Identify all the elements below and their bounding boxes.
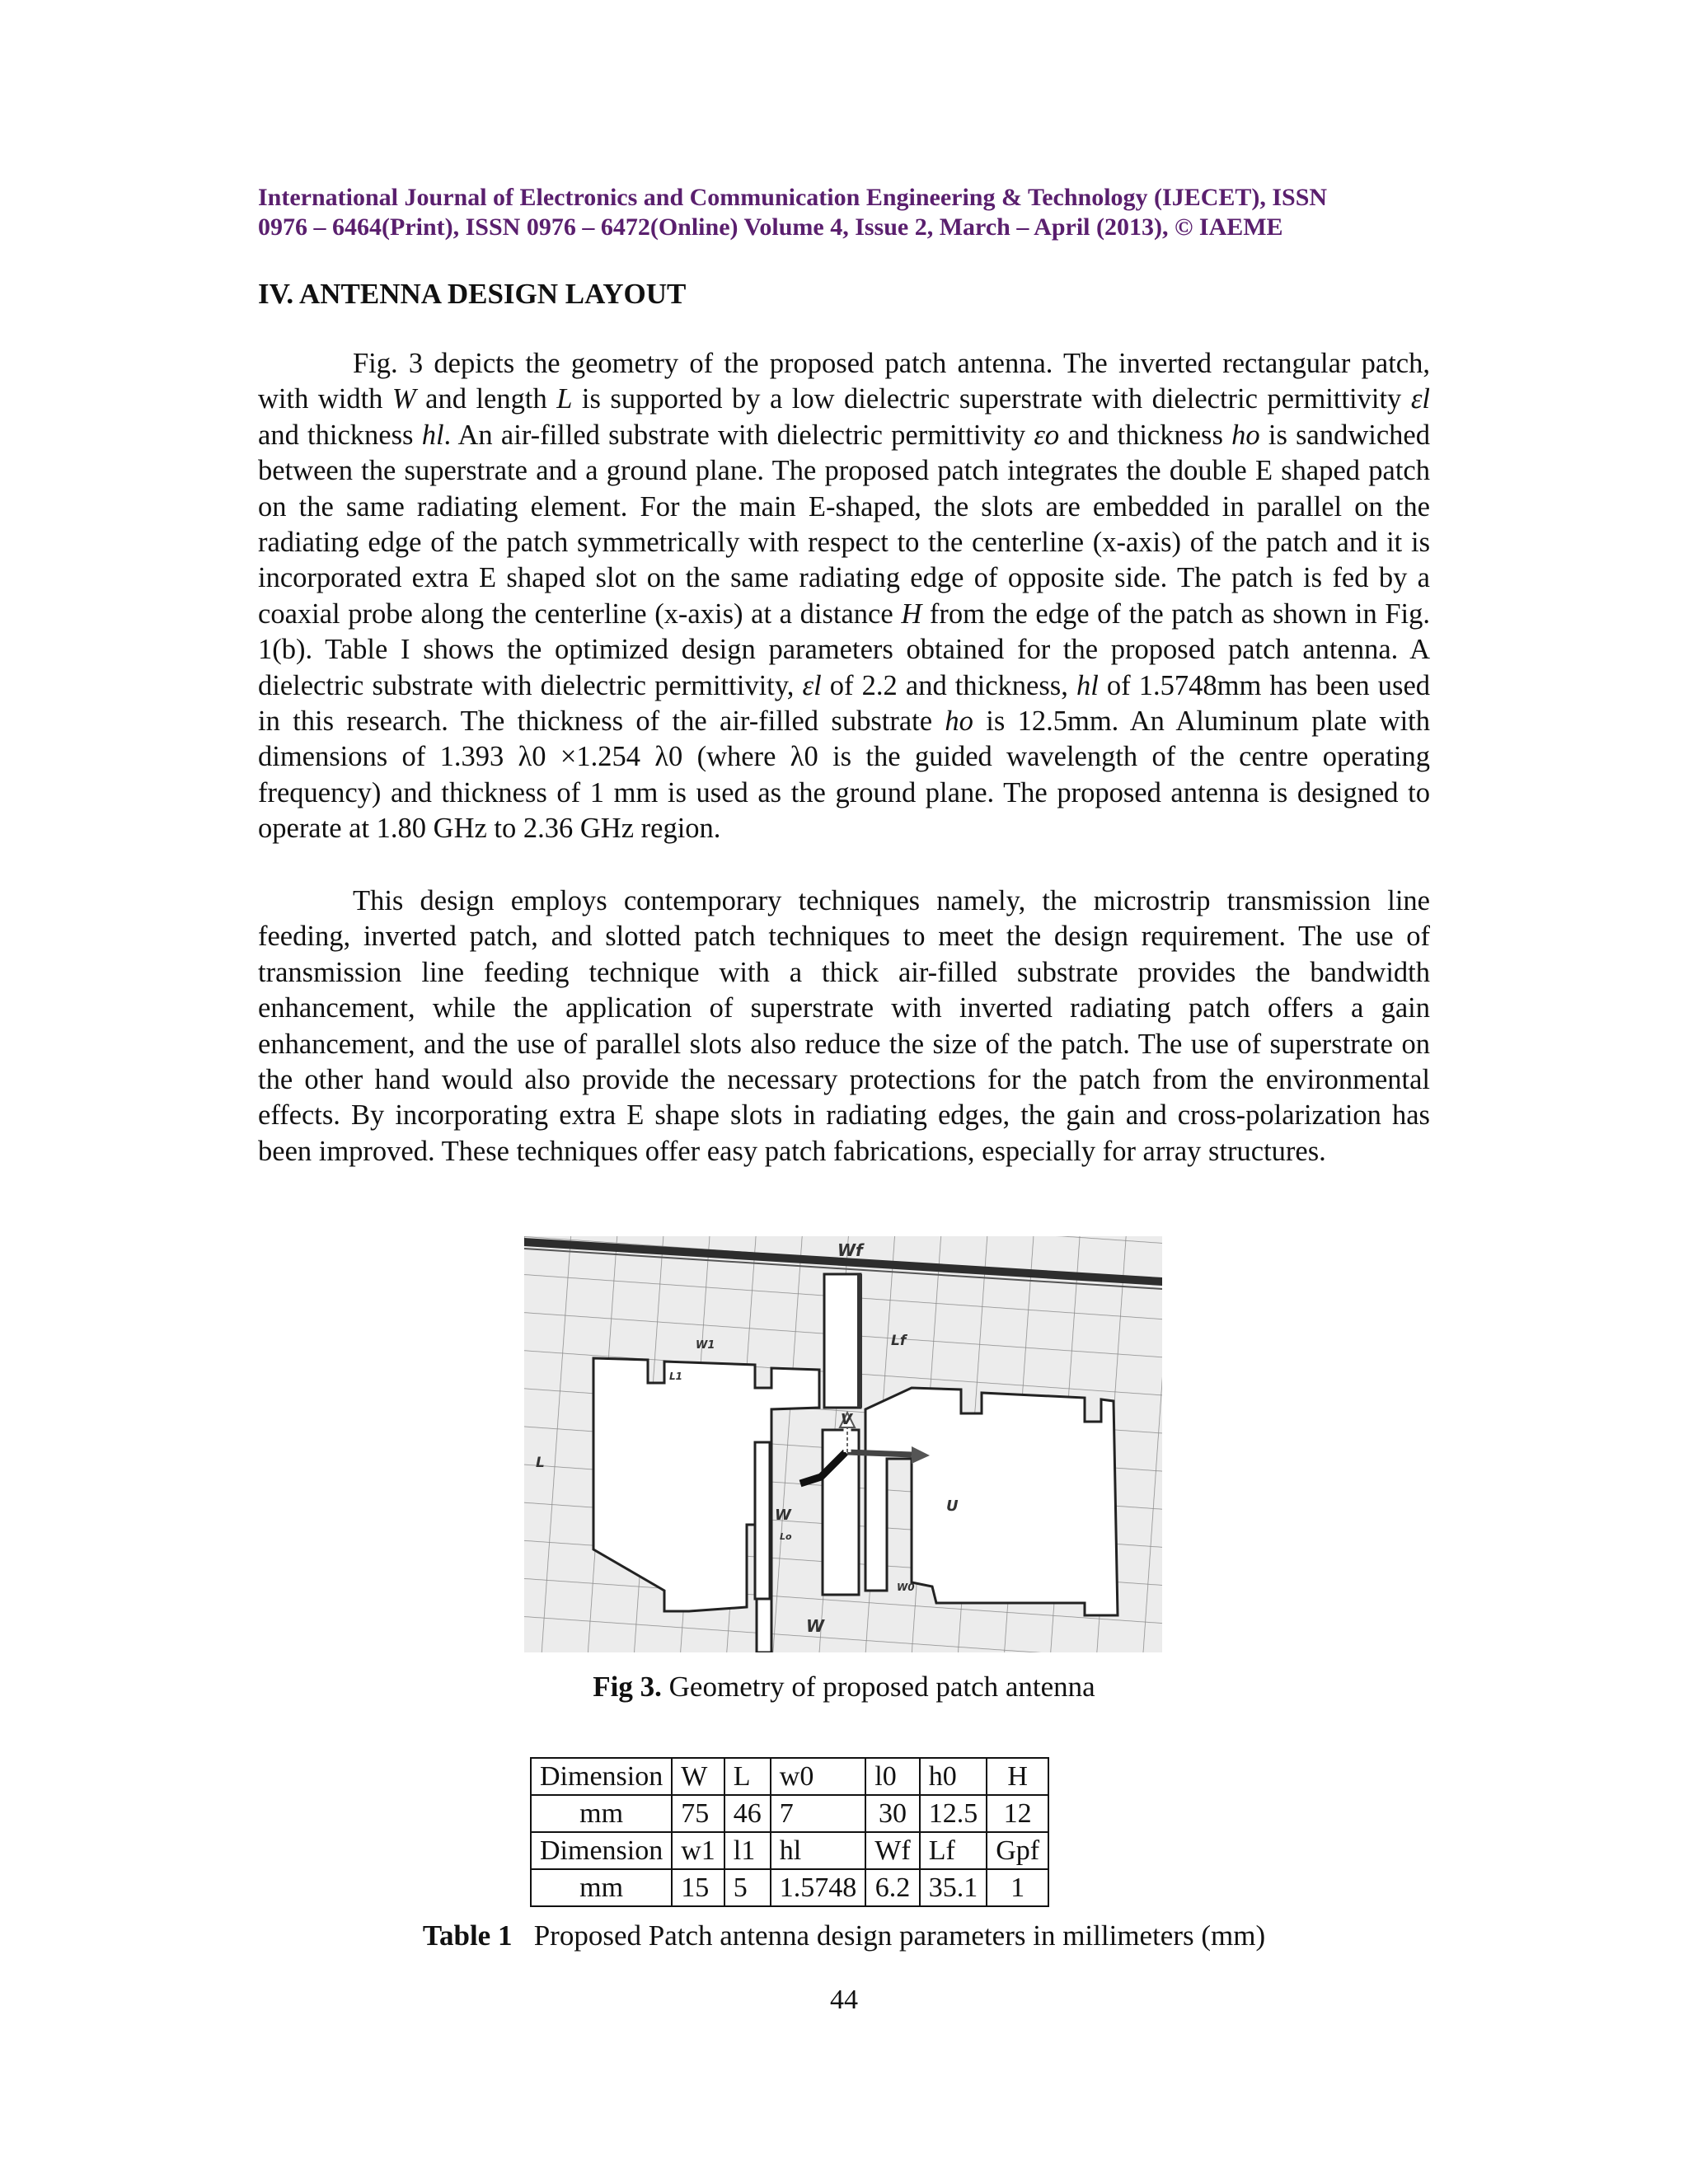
table-row [531,1795,1048,1832]
table-row [531,1758,1048,1795]
p1-symbol-eps-o: εo [1034,419,1060,451]
parameters-table-wrapper [530,1757,1049,1907]
table-caption-text: Proposed Patch antenna design parameters in millimeters (mm) [512,1919,1266,1952]
label-u: U [946,1497,959,1515]
journal-header-line-1: International Journal of Electronics and Communication Engineering & Technology (IJECET), ISSN [258,184,1328,211]
table-cell: w0 [771,1758,866,1795]
table-cell: 15 [672,1869,724,1906]
p1-text-11: is 12.5mm. An Aluminum plate with dimensions of 1.393 λ0 ×1.254 λ0 (where λ0 is the guided wavelength of the centre operating frequency) and thickness of 1 mm is used as the ground plane. The proposed antenna is designed to operate at 1.80 GHz to 2.36 GHz region. [258,705,1431,845]
journal-header [258,183,1430,242]
table-cell: Gpf [987,1832,1048,1869]
parameters-table [530,1757,1049,1907]
p1-symbol-h: H [901,598,922,630]
p1-text-10: of 1.5748mm has been used in this research. The thickness of the air-filled substrate [258,669,1431,738]
label-w1: W1 [696,1339,715,1352]
p1-symbol-h-o: ho [1231,419,1260,451]
p1-symbol-w: W [392,383,416,415]
antenna-geometry-figure [524,1236,1162,1652]
paragraph-1 [258,346,1430,847]
table-cell: 75 [672,1795,724,1832]
figure-caption-label: Fig 3. [593,1671,662,1703]
table-cell: Lf [920,1832,987,1869]
table-cell: w1 [672,1832,724,1869]
label-wf: Wf [837,1240,863,1260]
table-caption [0,1919,1688,1953]
label-w-axis: W [775,1507,791,1524]
table-cell: H [987,1758,1048,1795]
p1-symbol-h-l-2: hl [1076,669,1099,701]
section-heading: IV. ANTENNA DESIGN LAYOUT [258,278,687,310]
p1-text-3: is supported by a low dielectric superstrate with dielectric permittivity [572,383,1411,415]
table-row [531,1869,1048,1906]
table-cell: mm [531,1795,672,1832]
table-cell: 1 [987,1869,1048,1906]
label-lf: Lf [891,1333,907,1349]
left-slot [755,1442,770,1599]
p1-text-6: and thickness [1059,419,1232,451]
table-cell: l0 [865,1758,919,1795]
feed-line-edge [857,1274,862,1408]
p1-text-8: from the edge of the patch as shown in Fig. 1(b). Table I shows the optimized design parameters obtained for the proposed patch antenna. A dielectric substrate with dielectric permittivity, [258,598,1430,701]
table-cell: W [672,1758,724,1795]
p1-text-9: of 2.2 and thickness, [821,669,1076,701]
journal-header-line-2: 0976 – 6464(Print), ISSN 0976 – 6472(Online) Volume 4, Issue 2, March – April (2013), © IAEME [258,213,1283,241]
label-w0: W0 [897,1582,915,1593]
table-cell: Dimension [531,1832,672,1869]
figure-caption-text: Geometry of proposed patch antenna [661,1671,1095,1703]
paragraph-2: This design employs contemporary techniques namely, the microstrip transmission line feeding, inverted patch, and slotted patch techniques to meet the design requirement. The use of transmission line feeding technique with a thick air-filled substrate provides the bandwidth enhancement, while the application of superstrate with inverted radiating patch offers a gain enhancement, and the use of parallel slots also reduce the size of the patch. The use of superstrate on the other hand would also provide the necessary protections for the patch from the environmental effects. By incorporating extra E shape slots in radiating edges, the gain and cross-polarization has been improved. These techniques offer easy patch fabrications, especially for array structures. [258,885,1430,1167]
table-cell: 12 [987,1795,1048,1832]
label-l: L [536,1455,545,1471]
figure-caption [0,1670,1688,1704]
table-cell: 35.1 [920,1869,987,1906]
parameters-table-body [531,1758,1048,1906]
table-cell: 30 [865,1795,919,1832]
p1-text-7: is sandwiched between the superstrate and a ground plane. The proposed patch integrates the double E shaped patch on the same radiating element. For the main E-shaped, the slots are embedded in parallel on the radiating edge of the patch symmetrically with respect to the centerline (x-axis) of the patch and it is incorporated extra E shaped slot on the same radiating edge of opposite side. The patch is fed by a coaxial probe along the centerline (x-axis) at a distance [258,419,1430,630]
label-w: W [806,1616,825,1636]
label-l1: L1 [669,1371,682,1382]
table-cell: Wf [865,1832,919,1869]
label-lo: Lo [780,1531,792,1542]
u-axis-arrow [847,1452,912,1455]
table-row [531,1832,1048,1869]
table-cell: 6.2 [865,1869,919,1906]
table-cell: Dimension [531,1758,672,1795]
p1-symbol-eps-l: εl [1410,383,1430,415]
table-cell: 46 [724,1795,771,1832]
table-cell: l1 [724,1832,771,1869]
table-cell: 5 [724,1869,771,1906]
table-cell: h0 [920,1758,987,1795]
table-cell: L [724,1758,771,1795]
p1-text-5: . An air-filled substrate with dielectric permittivity [443,419,1034,451]
antenna-geometry-drawing [524,1236,1162,1652]
p1-text-4: and thickness [258,419,422,451]
table-cell: mm [531,1869,672,1906]
table-cell: 7 [771,1795,866,1832]
p1-symbol-l: L [556,383,573,415]
p1-text-2: and length [415,383,557,415]
table-cell: hl [771,1832,866,1869]
table-cell: 12.5 [920,1795,987,1832]
page-number: 44 [830,1985,858,2015]
p1-symbol-ho: ho [945,705,973,738]
table-cell: 1.5748 [771,1869,866,1906]
p1-symbol-h-l: hl [421,419,444,451]
p1-symbol-eps-l-2: εl [802,669,822,701]
table-caption-label: Table 1 [422,1919,513,1952]
label-v: V [841,1411,852,1428]
feed-line [824,1274,860,1408]
p1-text-1: Fig. 3 depicts the geometry of the proposed patch antenna. The inverted rectangular patch, with width [258,348,1430,415]
